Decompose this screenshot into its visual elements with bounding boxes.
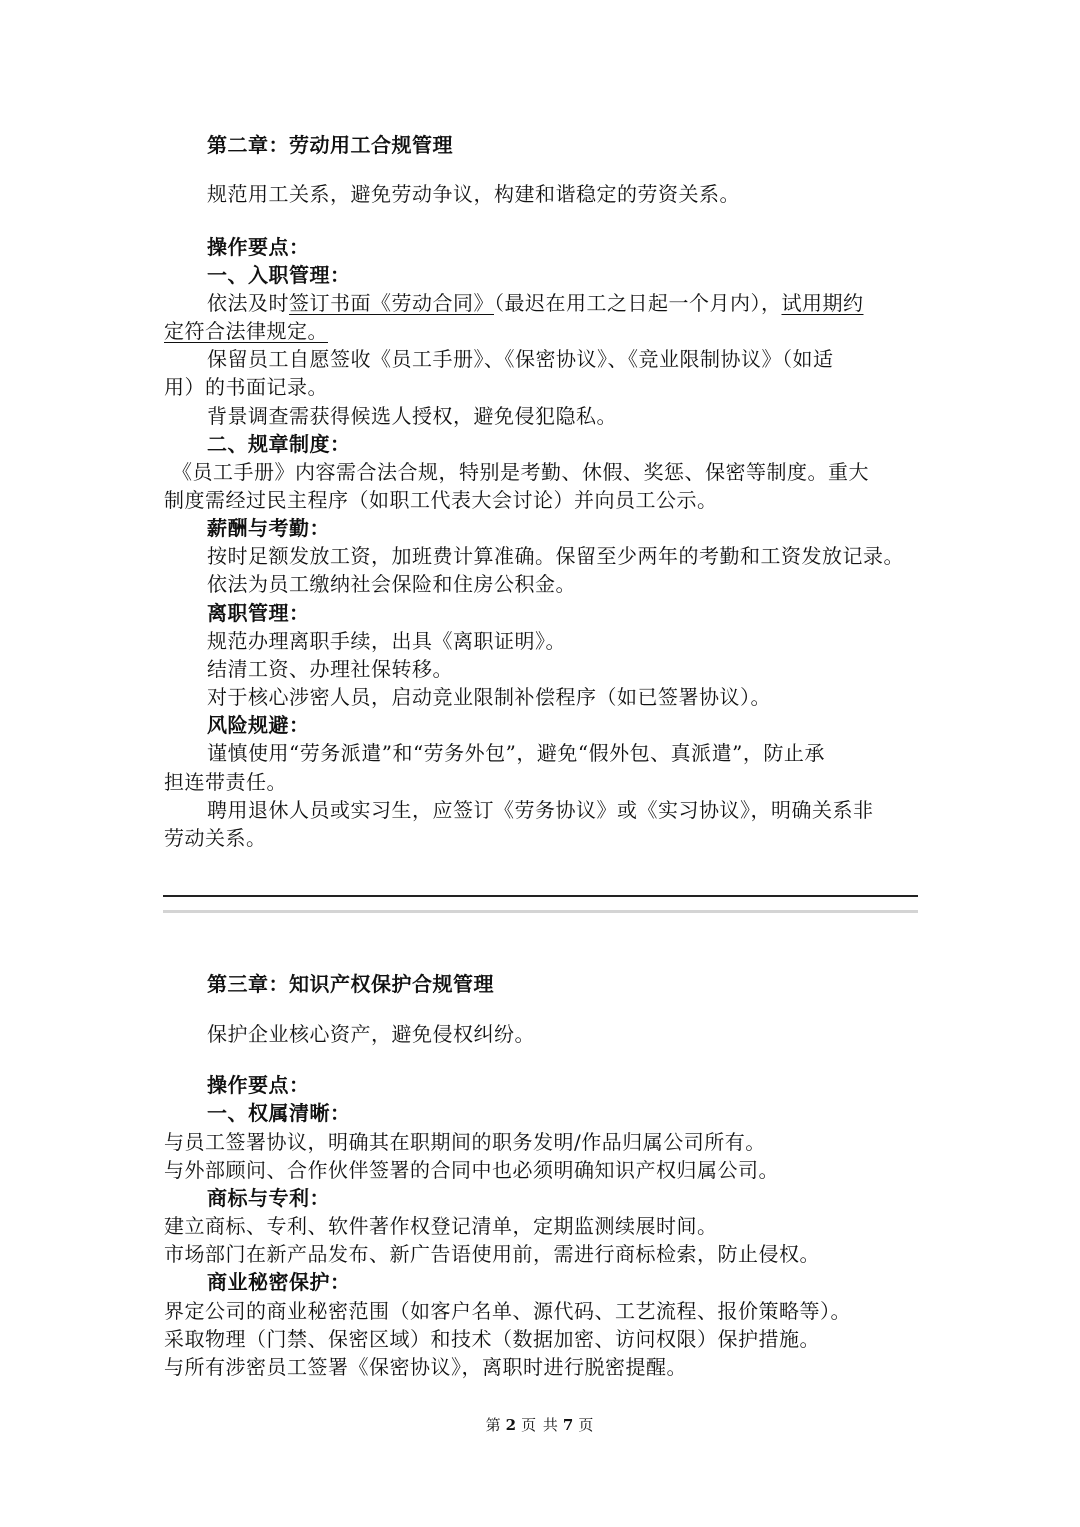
chapter-3-points-heading: 操作要点：: [207, 1073, 310, 1097]
risk-paragraph-1-cont: 担连带责任。: [164, 770, 287, 794]
payroll-heading: 薪酬与考勤：: [207, 516, 330, 540]
secrets-line-3: 与所有涉密员工签署《保密协议》，离职时进行脱密提醒。: [164, 1355, 687, 1379]
secrets-line-2: 采取物理（门禁、保密区域）和技术（数据加密、访问权限）保护措施。: [164, 1327, 820, 1351]
chapter-2-points-heading: 操作要点：: [207, 235, 310, 259]
ownership-line-1: 与员工签署协议，明确其在职期间的职务发明/作品归属公司所有。: [164, 1130, 766, 1154]
ownership-line-2: 与外部顾问、合作伙伴签署的合同中也必须明确知识产权归属公司。: [164, 1158, 779, 1182]
risk-paragraph-2-cont: 劳动关系。: [164, 826, 267, 850]
footer-suffix: 页: [578, 1416, 595, 1434]
payroll-line-2: 依法为员工缴纳社会保险和住房公积金。: [207, 572, 576, 596]
resignation-line-2: 结清工资、办理社保转移。: [207, 657, 453, 681]
rules-paragraph: 《员工手册》内容需合法合规，特别是考勤、休假、奖惩、保密等制度。重大: [172, 460, 869, 484]
footer-prefix: 第: [485, 1416, 502, 1434]
onboarding-paragraph-3: 背景调查需获得候选人授权，避免侵犯隐私。: [207, 404, 617, 428]
onboarding-paragraph-1-cont: [164, 317, 920, 346]
onboarding-paragraph-2: 保留员工自愿签收《员工手册》、《保密协议》、《竞业限制协议》（如适: [207, 347, 834, 371]
rules-paragraph-cont: 制度需经过民主程序（如职工代表大会讨论）并向员工公示。: [164, 488, 718, 512]
chapter-3-intro: 保护企业核心资产，避免侵权纠纷。: [207, 1022, 535, 1046]
resignation-line-3: 对于核心涉密人员，启动竞业限制补偿程序（如已签署协议）。: [207, 685, 771, 709]
secrets-line-1: 界定公司的商业秘密范围（如客户名单、源代码、工艺流程、报价策略等）。: [164, 1299, 851, 1323]
risk-heading: 风险规避：: [207, 713, 310, 737]
section-divider: [163, 895, 918, 897]
risk-paragraph-1: 谨慎使用“劳务派遣”和“劳务外包”，避免“假外包、真派遣”，防止承: [207, 741, 825, 765]
section-divider-shadow: [163, 910, 918, 913]
onboarding-p1-prefix: 依法及时: [207, 291, 289, 315]
resignation-line-1: 规范办理离职手续，出具《离职证明》。: [207, 629, 566, 653]
current-page-number: 2: [505, 1416, 518, 1434]
chapter-2-title: 第二章：劳动用工合规管理: [207, 133, 453, 157]
risk-paragraph-2: 聘用退休人员或实习生，应签订《劳务协议》或《实习协议》，明确关系非: [207, 798, 874, 822]
onboarding-paragraph-1: [207, 289, 920, 318]
total-pages-number: 7: [562, 1416, 575, 1434]
probation-link[interactable]: 试用期约: [781, 291, 864, 315]
secrets-heading: 商业秘密保护：: [207, 1270, 351, 1294]
chapter-3-title: 第三章：知识产权保护合规管理: [207, 972, 494, 996]
trademark-heading: 商标与专利：: [207, 1186, 330, 1210]
page-footer: [0, 1415, 1080, 1435]
onboarding-p1-middle: （最迟在用工之日起一个月内），: [494, 291, 782, 315]
probation-link-cont[interactable]: 定符合法律规定。: [164, 319, 328, 343]
ownership-heading: 一、权属清晰：: [207, 1101, 351, 1125]
payroll-line-1: 按时足额发放工资，加班费计算准确。保留至少两年的考勤和工资发放记录。: [207, 544, 904, 568]
rules-heading: 二、规章制度：: [207, 432, 351, 456]
chapter-2-intro: 规范用工关系，避免劳动争议，构建和谐稳定的劳资关系。: [207, 182, 740, 206]
labor-contract-link[interactable]: 签订书面《劳动合同》: [289, 291, 494, 315]
trademark-line-1: 建立商标、专利、软件著作权登记清单，定期监测续展时间。: [164, 1214, 718, 1238]
trademark-line-2: 市场部门在新产品发布、新广告语使用前，需进行商标检索，防止侵权。: [164, 1242, 820, 1266]
footer-middle: 页 共: [521, 1416, 559, 1434]
onboarding-paragraph-2-cont: 用）的书面记录。: [164, 375, 328, 399]
resignation-heading: 离职管理：: [207, 601, 310, 625]
onboarding-heading: 一、入职管理：: [207, 263, 351, 287]
